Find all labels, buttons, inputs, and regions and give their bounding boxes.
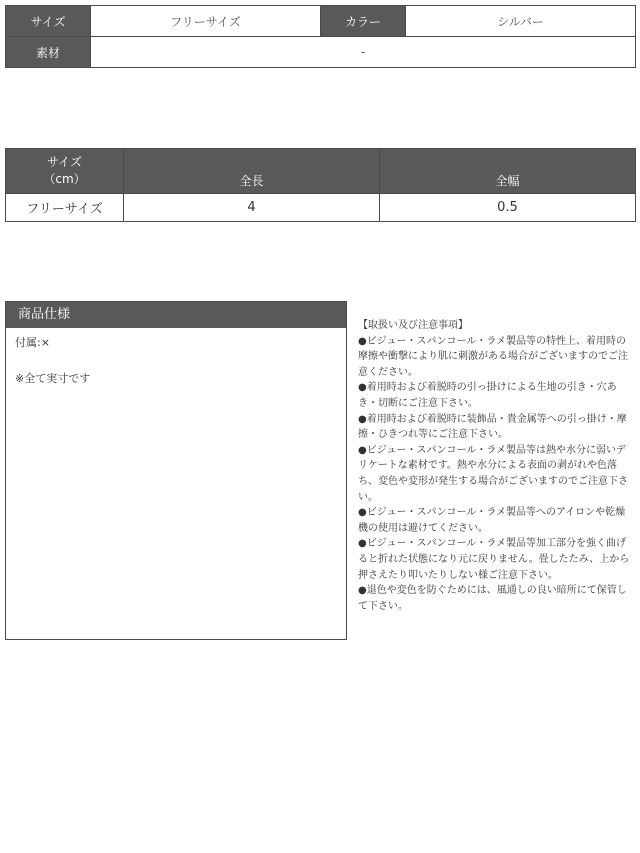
size-value: フリーサイズ xyxy=(91,6,321,37)
size-table-header xyxy=(6,149,636,194)
note-item: ●着用時および着脱時に装飾品・貴金属等への引っ掛け・摩擦・ひきつれ等にご注意下さい。 xyxy=(358,413,627,441)
spec-note: ※全て実寸です xyxy=(15,372,91,385)
note-item: ●ビジュー・スパンコール・ラメ製品等の特性上、着用時の摩擦や衝撃により肌に刺激がある場合がございますのでご注意ください。 xyxy=(358,335,628,378)
cell-width: 0.5 xyxy=(380,194,636,222)
material-value: - xyxy=(91,37,636,68)
spec-accessories: 付属:× xyxy=(15,336,50,349)
color-value: シルバー xyxy=(406,6,636,37)
spec-body xyxy=(6,328,346,416)
notes-heading: 【取扱い及び注意事項】 xyxy=(358,320,468,331)
note-item: ●ビジュー・スパンコール・ラメ製品等は熱や水分に弱いデリケートな素材です。熱や水分による表面の剥がれや色落ち、変色や変形が発生する場合がございますのでご注意下さい。 xyxy=(358,444,628,503)
table-row xyxy=(6,194,636,222)
note-item: ●ビジュー・スパンコール・ラメ製品等へのアイロンや乾燥機の使用は避けてください。 xyxy=(358,507,626,534)
size-table-corner xyxy=(6,149,124,194)
note-item: ●着用時および着脱時の引っ掛けによる生地の引き・穴あき・切断にご注意下さい。 xyxy=(358,382,617,409)
product-spec-box xyxy=(5,301,347,640)
note-item: ●退色や変色を防ぐためには、風通しの良い暗所にて保管して下さい。 xyxy=(358,585,627,612)
attributes-row-size-color xyxy=(6,6,636,37)
size-label: サイズ xyxy=(6,6,91,37)
corner-line-1: サイズ xyxy=(46,155,83,169)
product-attributes-table xyxy=(5,5,636,68)
corner-line-2: （cm） xyxy=(43,172,86,186)
cell-length: 4 xyxy=(124,194,380,222)
material-label: 素材 xyxy=(6,37,91,68)
column-header-width: 全幅 xyxy=(380,149,636,194)
note-item: ●ビジュー・スパンコール・ラメ製品等加工部分を強く曲げると折れた状態になり元に戻りません。畳したたみ、上から押さえたり叩いたりしない様ご注意下さい。 xyxy=(358,538,630,581)
attributes-row-material xyxy=(6,37,636,68)
spec-title: 商品仕様 xyxy=(6,302,346,328)
color-label: カラー xyxy=(321,6,406,37)
care-notes xyxy=(358,318,634,614)
row-label: フリーサイズ xyxy=(6,194,124,222)
size-table xyxy=(5,148,636,222)
column-header-length: 全長 xyxy=(124,149,380,194)
